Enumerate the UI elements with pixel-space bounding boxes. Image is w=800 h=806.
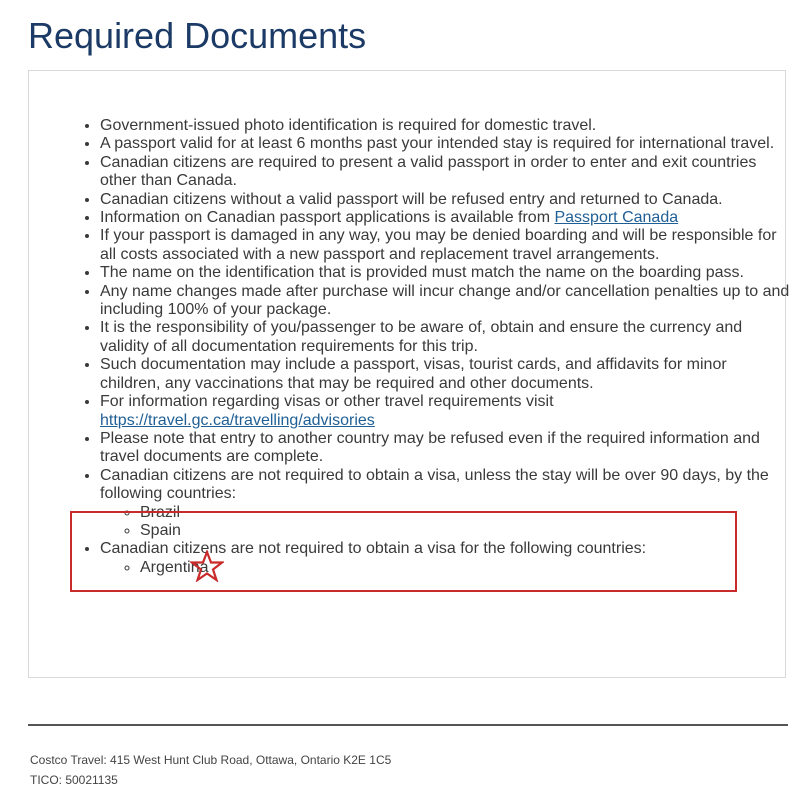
list-item: • Government-issued photo identification is required for domestic travel. [100,117,790,135]
list-item [100,467,790,541]
list-item: • Canadian citizens are required to present a valid passport in order to enter and exit countries other than Canada. [100,154,790,191]
page-title: Required Documents [28,15,367,56]
list-item: • Any name changes made after purchase will incur change and/or cancellation penalties up to and including 100% of your package. [100,283,790,320]
list-item-text: For information regarding visas or other travel requirements visit [100,393,554,411]
list-item: • It is the responsibility of you/passenger to be aware of, obtain and ensure the currency and validity of all documentation requirements for this trip. [100,319,790,356]
list-item [100,209,790,227]
list-item-text: Canadian citizens are not required to obtain a visa, unless the stay will be over 90 days, by the following countries: [100,466,769,503]
footer-divider [28,724,788,726]
visa-free-country-list [100,559,790,577]
travel-advisories-link[interactable]: https://travel.gc.ca/travelling/advisories [100,411,375,429]
footer-address: Costco Travel: 415 West Hunt Club Road, Ottawa, Ontario K2E 1C5 [30,753,392,767]
list-item [100,393,790,430]
list-item [100,540,790,577]
country-item-spain: ◦ Spain [140,522,790,540]
list-item-text: Information on Canadian passport applications is available from [100,209,555,227]
list-item: • The name on the identification that is provided must match the name on the boarding pass. [100,264,790,282]
list-item: • Such documentation may include a passport, visas, tourist cards, and affidavits for minor children, any vaccinations that may be required and other documents. [100,356,790,393]
requirements-list [70,117,790,577]
list-item-text: Canadian citizens are not required to obtain a visa for the following countries: [100,540,647,558]
passport-canada-link[interactable]: Passport Canada [554,209,679,227]
country-item-argentina: ◦ Argentina [140,559,790,577]
visa-90-day-country-list [100,504,790,541]
list-item: • Please note that entry to another country may be refused even if the required information and travel documents are complete. [100,430,790,467]
list-item: • If your passport is damaged in any way, you may be denied boarding and will be responsible for all costs associated with a new passport and replacement travel arrangements. [100,227,790,264]
list-item: • Canadian citizens without a valid passport will be refused entry and returned to Canada. [100,191,790,209]
footer-tico: TICO: 50021135 [30,773,118,787]
country-item-brazil: ◦ Brazil [140,504,790,522]
list-item: • A passport valid for at least 6 months past your intended stay is required for international travel. [100,135,790,153]
